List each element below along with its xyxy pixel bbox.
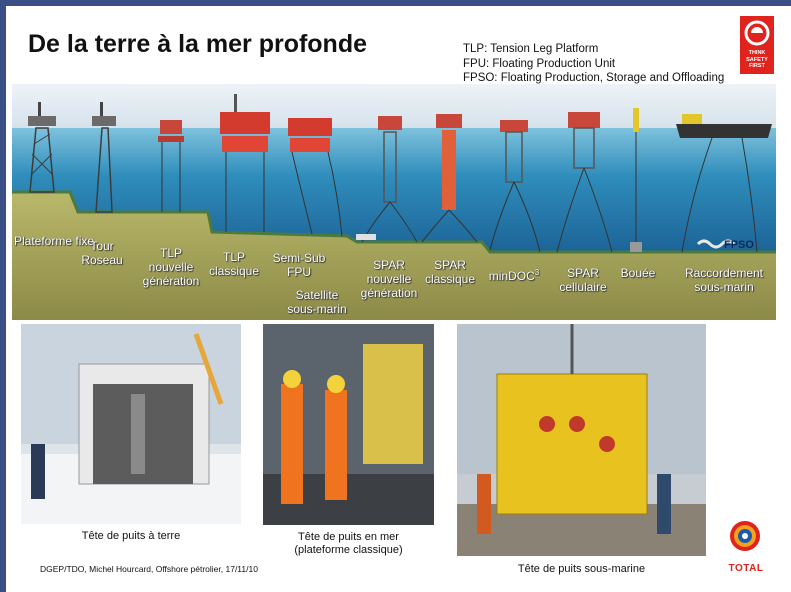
label-bouee: Bouée <box>620 266 656 280</box>
caption-onshore: Tête de puits à terre <box>81 530 181 542</box>
label-tlp-nouvelle: TLP nouvelle génération <box>142 246 200 288</box>
label-semi-sub: Semi-Sub FPU <box>272 251 326 279</box>
label-raccordement: Raccordement sous-marin <box>684 266 764 294</box>
top-border <box>0 0 791 6</box>
total-brand-text: TOTAL <box>728 563 764 574</box>
photo-offshore-wellhead <box>263 324 434 525</box>
label-mindoc: minDOC$^3$ <box>488 268 540 283</box>
left-border <box>0 0 6 592</box>
label-tlp-classique: TLP classique <box>208 250 260 278</box>
page-title: De la terre à la mer profonde <box>28 30 368 58</box>
label-plateforme-fixe: Plateforme fixe <box>14 234 95 248</box>
label-spar-nouvelle: SPAR nouvelle génération <box>360 258 418 300</box>
subsea-satellite-icon <box>356 234 376 240</box>
think-safety-first-text: THINK SAFETY FIRST <box>746 50 768 69</box>
offshore-platforms-illustration <box>12 84 776 320</box>
legend-fpso: FPSO: Floating Production, Storage and Offloading <box>463 72 725 84</box>
legend-fpu: FPU: Floating Production Unit <box>463 57 616 70</box>
label-satellite: Satellite sous-marin <box>287 288 347 316</box>
photo-onshore-wellhead <box>21 324 241 524</box>
photo-subsea-wellhead <box>457 324 706 556</box>
label-tour-roseau: Tour Roseau <box>81 239 123 267</box>
total-logo-icon <box>728 519 762 553</box>
footer-credit: DGEP/TDO, Michel Hourcard, Offshore pétrolier, 17/11/10 <box>40 564 258 574</box>
legend-tlp: TLP: Tension Leg Platform <box>463 43 599 55</box>
label-spar-cellulaire: SPAR cellulaire <box>559 266 607 294</box>
label-spar-classique: SPAR classique <box>424 258 476 286</box>
think-safety-first-logo <box>740 16 774 74</box>
caption-subsea: Tête de puits sous-marine <box>517 563 646 575</box>
caption-offshore: Tête de puits en mer (plateforme classique) <box>294 531 403 556</box>
safety-helmet-icon <box>740 16 774 50</box>
label-fpso: FPSO <box>724 239 754 251</box>
acronym-legend <box>463 42 724 86</box>
